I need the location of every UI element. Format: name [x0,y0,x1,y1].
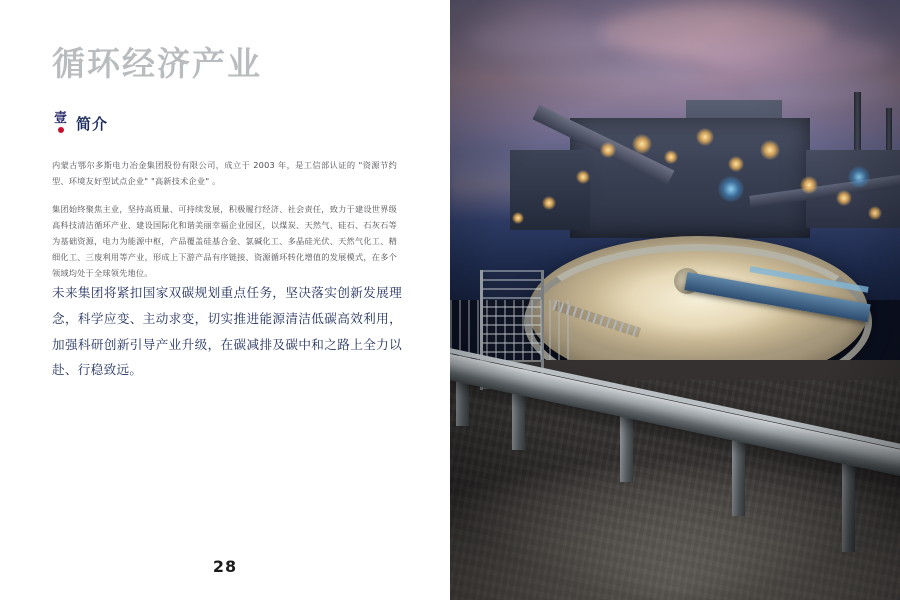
plant-building-main [570,118,810,238]
plant-light [600,142,616,158]
plant-light [800,176,818,194]
plant-light [760,140,780,160]
page-title-block [52,44,422,84]
plant-light [512,212,524,224]
page-number: 28 [212,557,238,576]
plant-accent-light [848,166,870,188]
plant-light [868,206,882,220]
industrial-plant-photo [450,0,900,600]
right-page [450,0,900,600]
plant-light [542,196,556,210]
cloud [700,34,890,74]
plant-accent-light [718,176,744,202]
plant-light [664,150,678,164]
plant-light [836,190,852,206]
cloud [510,60,710,86]
plant-light [696,128,714,146]
page-title: 循环经济产业 [52,44,262,83]
highlight-paragraph: 未来集团将紧扣国家双碳规划重点任务，坚决落实创新发展理念，科学应变、主动求变，切实推进能源清洁低碳高效利用，加强科研创新引导产业升级，在碳减排及碳中和之路上全力以赴、行稳致远。 [52,285,402,378]
seal-dot-icon [58,127,64,133]
plant-light [632,134,652,154]
seal-character: 壹 [53,111,67,126]
section-heading [52,112,108,134]
plant-light [576,170,590,184]
plant-light [728,156,744,172]
cloud [470,18,620,56]
seal-icon [52,112,69,134]
paragraph: 内蒙古鄂尔多斯电力冶金集团股份有限公司，成立于 2003 年，是工信部认证的 "资源节约型、环境友好型试点企业" "高新技术企业" 。 [52,160,397,186]
intro-body-copy [52,158,397,294]
paragraph: 集团始终聚焦主业，坚持高质量、可持续发展，积极履行经济、社会责任，致力于建设世界级高科技清洁循环产业、建设国际化和谐美丽幸福企业园区，以煤炭、天然气、硅石、石灰石等为基础资源，电力为能源中枢，产品覆盖硅基合金、氯碱化工、多晶硅光伏、天然气化工、精细化工、三废利用等产业，形成上下游产品有序链接、资源循环转化增值的发展模式，在多个领域均处于全球领先地位。 [52,203,397,278]
section-title: 简介 [76,114,109,133]
bridge-pier [842,452,855,552]
